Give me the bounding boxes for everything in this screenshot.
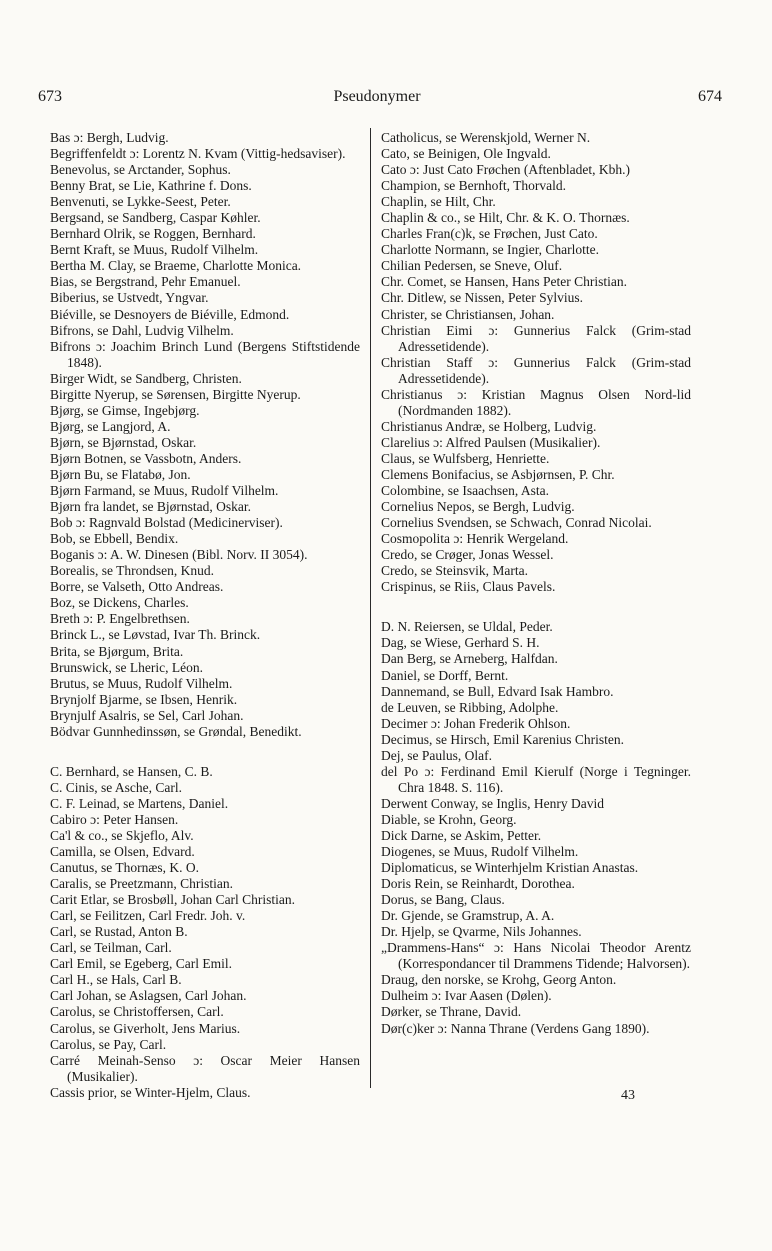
- index-entry: Caralis, se Preetzmann, Christian.: [50, 876, 233, 892]
- index-entry: Borealis, se Throndsen, Knud.: [50, 563, 214, 579]
- index-entry: Bob ɔ: Ragnvald Bolstad (Medicinerviser).: [50, 515, 283, 531]
- index-entry: Clemens Bonifacius, se Asbjørnsen, P. Chr.: [381, 466, 615, 482]
- index-entry: Dan Berg, se Arneberg, Halfdan.: [381, 651, 558, 667]
- index-entry: Bifrons ɔ: Joachim Brinch Lund (Bergens Stiftstidende 1848).: [50, 338, 360, 370]
- index-entry: Crispinus, se Riis, Claus Pavels.: [381, 579, 556, 595]
- index-entry: Doris Rein, se Reinhardt, Dorothea.: [381, 876, 575, 892]
- index-entry: Dulheim ɔ: Ivar Aasen (Dølen).: [381, 988, 552, 1004]
- index-entry: Bjørn Botnen, se Vassbotn, Anders.: [50, 450, 242, 466]
- index-entry: Carolus, se Christoffersen, Carl.: [50, 1004, 224, 1020]
- index-entry: Diable, se Krohn, Georg.: [381, 811, 517, 827]
- index-entry: Dej, se Paulus, Olaf.: [381, 747, 492, 763]
- index-entry: Diplomaticus, se Winterhjelm Kristian Anastas.: [381, 860, 639, 876]
- index-entry: C. F. Leinad, se Martens, Daniel.: [50, 795, 229, 811]
- index-entry: Carolus, se Pay, Carl.: [50, 1036, 167, 1052]
- index-entry: Carré Meinah-Senso ɔ: Oscar Meier Hansen (Musikalier).: [50, 1052, 360, 1084]
- index-entry: Dørker, se Thrane, David.: [381, 1004, 522, 1020]
- section-d: [381, 619, 691, 1036]
- index-entry: Chilian Pedersen, se Sneve, Oluf.: [381, 258, 563, 274]
- section-gap: [50, 740, 360, 764]
- page-number-right: 674: [698, 88, 722, 105]
- index-entry: Bergsand, se Sandberg, Caspar Køhler.: [50, 210, 261, 226]
- index-entry: Carl Emil, se Egeberg, Carl Emil.: [50, 956, 232, 972]
- column-divider: [370, 128, 371, 1088]
- index-entry: Biberius, se Ustvedt, Yngvar.: [50, 290, 209, 306]
- index-entry: Chaplin, se Hilt, Chr.: [381, 194, 496, 210]
- index-entry: Carl, se Teilman, Carl.: [50, 940, 172, 956]
- index-entry: Christian Eimi ɔ: Gunnerius Falck (Grim-stad Adressetidende).: [381, 322, 691, 354]
- index-entry: Derwent Conway, se Inglis, Henry David: [381, 795, 604, 811]
- index-entry: Cassis prior, se Winter-Hjelm, Claus.: [50, 1084, 251, 1100]
- index-entry: Birgitte Nyerup, se Sørensen, Birgitte Nyerup.: [50, 386, 301, 402]
- index-entry: Decimus, se Hirsch, Emil Karenius Christen.: [381, 731, 624, 747]
- index-entry: Borre, se Valseth, Otto Andreas.: [50, 579, 224, 595]
- index-entry: Bjørn Bu, se Flatabø, Jon.: [50, 466, 191, 482]
- running-title: Pseudonymer: [333, 88, 421, 105]
- index-entry: Benvenuti, se Lykke-Seest, Peter.: [50, 194, 231, 210]
- signature-mark: 43: [621, 1088, 635, 1103]
- page-number-left: 673: [38, 88, 62, 105]
- index-entry: Christer, se Christiansen, Johan.: [381, 306, 555, 322]
- index-entry: Canutus, se Thornæs, K. O.: [50, 860, 200, 876]
- index-entry: Bas ɔ: Bergh, Ludvig.: [50, 130, 169, 145]
- index-entry: Chr. Comet, se Hansen, Hans Peter Christian.: [381, 274, 627, 290]
- index-entry: Boz, se Dickens, Charles.: [50, 595, 189, 611]
- index-entry: C. Cinis, se Asche, Carl.: [50, 779, 182, 795]
- index-entry: Cato, se Beinigen, Ole Ingvald.: [381, 146, 551, 162]
- index-entry: Carl, se Feilitzen, Carl Fredr. Joh. v.: [50, 908, 246, 924]
- index-entry: Bjørn Farmand, se Muus, Rudolf Vilhelm.: [50, 483, 279, 499]
- index-entry: Carit Etlar, se Brosbøll, Johan Carl Christian.: [50, 892, 296, 908]
- index-entry: Brynjulf Asalris, se Sel, Carl Johan.: [50, 707, 244, 723]
- section-c-left: [50, 764, 360, 1101]
- index-entry: Catholicus, se Werenskjold, Werner N.: [381, 130, 591, 145]
- index-entry: Bias, se Bergstrand, Pehr Emanuel.: [50, 274, 241, 290]
- index-entry: Claus, se Wulfsberg, Henriette.: [381, 450, 550, 466]
- index-entry: Cornelius Svendsen, se Schwach, Conrad Nicolai.: [381, 515, 652, 531]
- right-column: [381, 130, 691, 1037]
- index-entry: Christian Staff ɔ: Gunnerius Falck (Grim-stad Adressetidende).: [381, 354, 691, 386]
- section-gap: [381, 595, 691, 619]
- index-entry: Cabiro ɔ: Peter Hansen.: [50, 811, 179, 827]
- index-entry: Bjørg, se Langjord, A.: [50, 418, 171, 434]
- index-entry: Dr. Gjende, se Gramstrup, A. A.: [381, 908, 555, 924]
- index-entry: Benny Brat, se Lie, Kathrine f. Dons.: [50, 178, 252, 194]
- index-entry: Dorus, se Bang, Claus.: [381, 892, 505, 908]
- index-entry: Camilla, se Olsen, Edvard.: [50, 844, 195, 860]
- index-entry: Chr. Ditlew, se Nissen, Peter Sylvius.: [381, 290, 583, 306]
- index-entry: Brynjolf Bjarme, se Ibsen, Henrik.: [50, 691, 238, 707]
- index-entry: Charlotte Normann, se Ingier, Charlotte.: [381, 242, 600, 258]
- index-entry: Dag, se Wiese, Gerhard S. H.: [381, 635, 540, 651]
- index-entry: Bjørn, se Bjørnstad, Oskar.: [50, 434, 197, 450]
- index-entry: Champion, se Bernhoft, Thorvald.: [381, 178, 566, 194]
- index-entry: Dør(c)ker ɔ: Nanna Thrane (Verdens Gang 1890).: [381, 1020, 650, 1036]
- index-entry: Draug, den norske, se Krohg, Georg Anton.: [381, 972, 617, 988]
- index-entry: Bifrons, se Dahl, Ludvig Vilhelm.: [50, 322, 234, 338]
- index-entry: del Po ɔ: Ferdinand Emil Kierulf (Norge i Tegninger. Chra 1848. S. 116).: [381, 763, 691, 795]
- index-entry: Charles Fran(c)k, se Frøchen, Just Cato.: [381, 226, 598, 242]
- index-entry: „Drammens-Hans“ ɔ: Hans Nicolai Theodor Arentz (Korrespondancer til Drammens Tidende; Halvorsen).: [381, 940, 691, 972]
- index-entry: Breth ɔ: P. Engelbrethsen.: [50, 611, 190, 627]
- index-entry: de Leuven, se Ribbing, Adolphe.: [381, 699, 559, 715]
- index-entry: Brutus, se Muus, Rudolf Vilhelm.: [50, 675, 233, 691]
- index-entry: C. Bernhard, se Hansen, C. B.: [50, 763, 213, 779]
- index-entry: Carl H., se Hals, Carl B.: [50, 972, 182, 988]
- index-entry: Bernhard Olrik, se Roggen, Bernhard.: [50, 226, 256, 242]
- index-entry: Biéville, se Desnoyers de Biéville, Edmond.: [50, 306, 290, 322]
- index-entry: Credo, se Steinsvik, Marta.: [381, 563, 528, 579]
- index-entry: Carl, se Rustad, Anton B.: [50, 924, 188, 940]
- index-entry: Decimer ɔ: Johan Frederik Ohlson.: [381, 715, 571, 731]
- index-entry: Dannemand, se Bull, Edvard Isak Hambro.: [381, 683, 614, 699]
- index-entry: Cato ɔ: Just Cato Frøchen (Aftenbladet, Kbh.): [381, 162, 630, 178]
- index-entry: Boganis ɔ: A. W. Dinesen (Bibl. Norv. II 3054).: [50, 547, 308, 563]
- index-entry: Bjørg, se Gimse, Ingebjørg.: [50, 402, 200, 418]
- index-entry: Dr. Hjelp, se Qvarme, Nils Johannes.: [381, 924, 582, 940]
- index-entry: Benevolus, se Arctander, Sophus.: [50, 162, 231, 178]
- index-entry: Clarelius ɔ: Alfred Paulsen (Musikalier).: [381, 434, 601, 450]
- index-entry: Cosmopolita ɔ: Henrik Wergeland.: [381, 531, 569, 547]
- index-entry: Credo, se Crøger, Jonas Wessel.: [381, 547, 554, 563]
- index-entry: Bödvar Gunnhedinssøn, se Grøndal, Benedikt.: [50, 723, 302, 739]
- index-entry: Bertha M. Clay, se Braeme, Charlotte Monica.: [50, 258, 302, 274]
- index-entry: Carolus, se Giverholt, Jens Marius.: [50, 1020, 241, 1036]
- section-b: [50, 130, 360, 740]
- index-entry: Birger Widt, se Sandberg, Christen.: [50, 370, 242, 386]
- index-entry: Bob, se Ebbell, Bendix.: [50, 531, 179, 547]
- index-entry: Bernt Kraft, se Muus, Rudolf Vilhelm.: [50, 242, 259, 258]
- index-entry: Christianus ɔ: Kristian Magnus Olsen Nord-lid (Nordmanden 1882).: [381, 386, 691, 418]
- index-entry: Brunswick, se Lheric, Léon.: [50, 659, 203, 675]
- index-entry: Christianus Andræ, se Holberg, Ludvig.: [381, 418, 597, 434]
- left-column: [50, 130, 360, 1101]
- page-header: [32, 88, 722, 112]
- index-entry: Begriffenfeldt ɔ: Lorentz N. Kvam (Vittig-hedsaviser).: [50, 146, 346, 162]
- index-entry: Brita, se Bjørgum, Brita.: [50, 643, 184, 659]
- index-entry: Cornelius Nepos, se Bergh, Ludvig.: [381, 499, 575, 515]
- index-entry: Ca'l & co., se Skjeflo, Alv.: [50, 827, 194, 843]
- index-entry: Colombine, se Isaachsen, Asta.: [381, 483, 549, 499]
- index-entry: Bjørn fra landet, se Bjørnstad, Oskar.: [50, 499, 251, 515]
- index-entry: Daniel, se Dorff, Bernt.: [381, 667, 509, 683]
- section-c-right: [381, 130, 691, 595]
- index-entry: Chaplin & co., se Hilt, Chr. & K. O. Thornæs.: [381, 210, 630, 226]
- index-entry: Dick Darne, se Askim, Petter.: [381, 827, 542, 843]
- index-entry: Diogenes, se Muus, Rudolf Vilhelm.: [381, 844, 579, 860]
- index-entry: Brinck L., se Løvstad, Ivar Th. Brinck.: [50, 627, 261, 643]
- index-entry: Carl Johan, se Aslagsen, Carl Johan.: [50, 988, 247, 1004]
- index-entry: D. N. Reiersen, se Uldal, Peder.: [381, 619, 553, 635]
